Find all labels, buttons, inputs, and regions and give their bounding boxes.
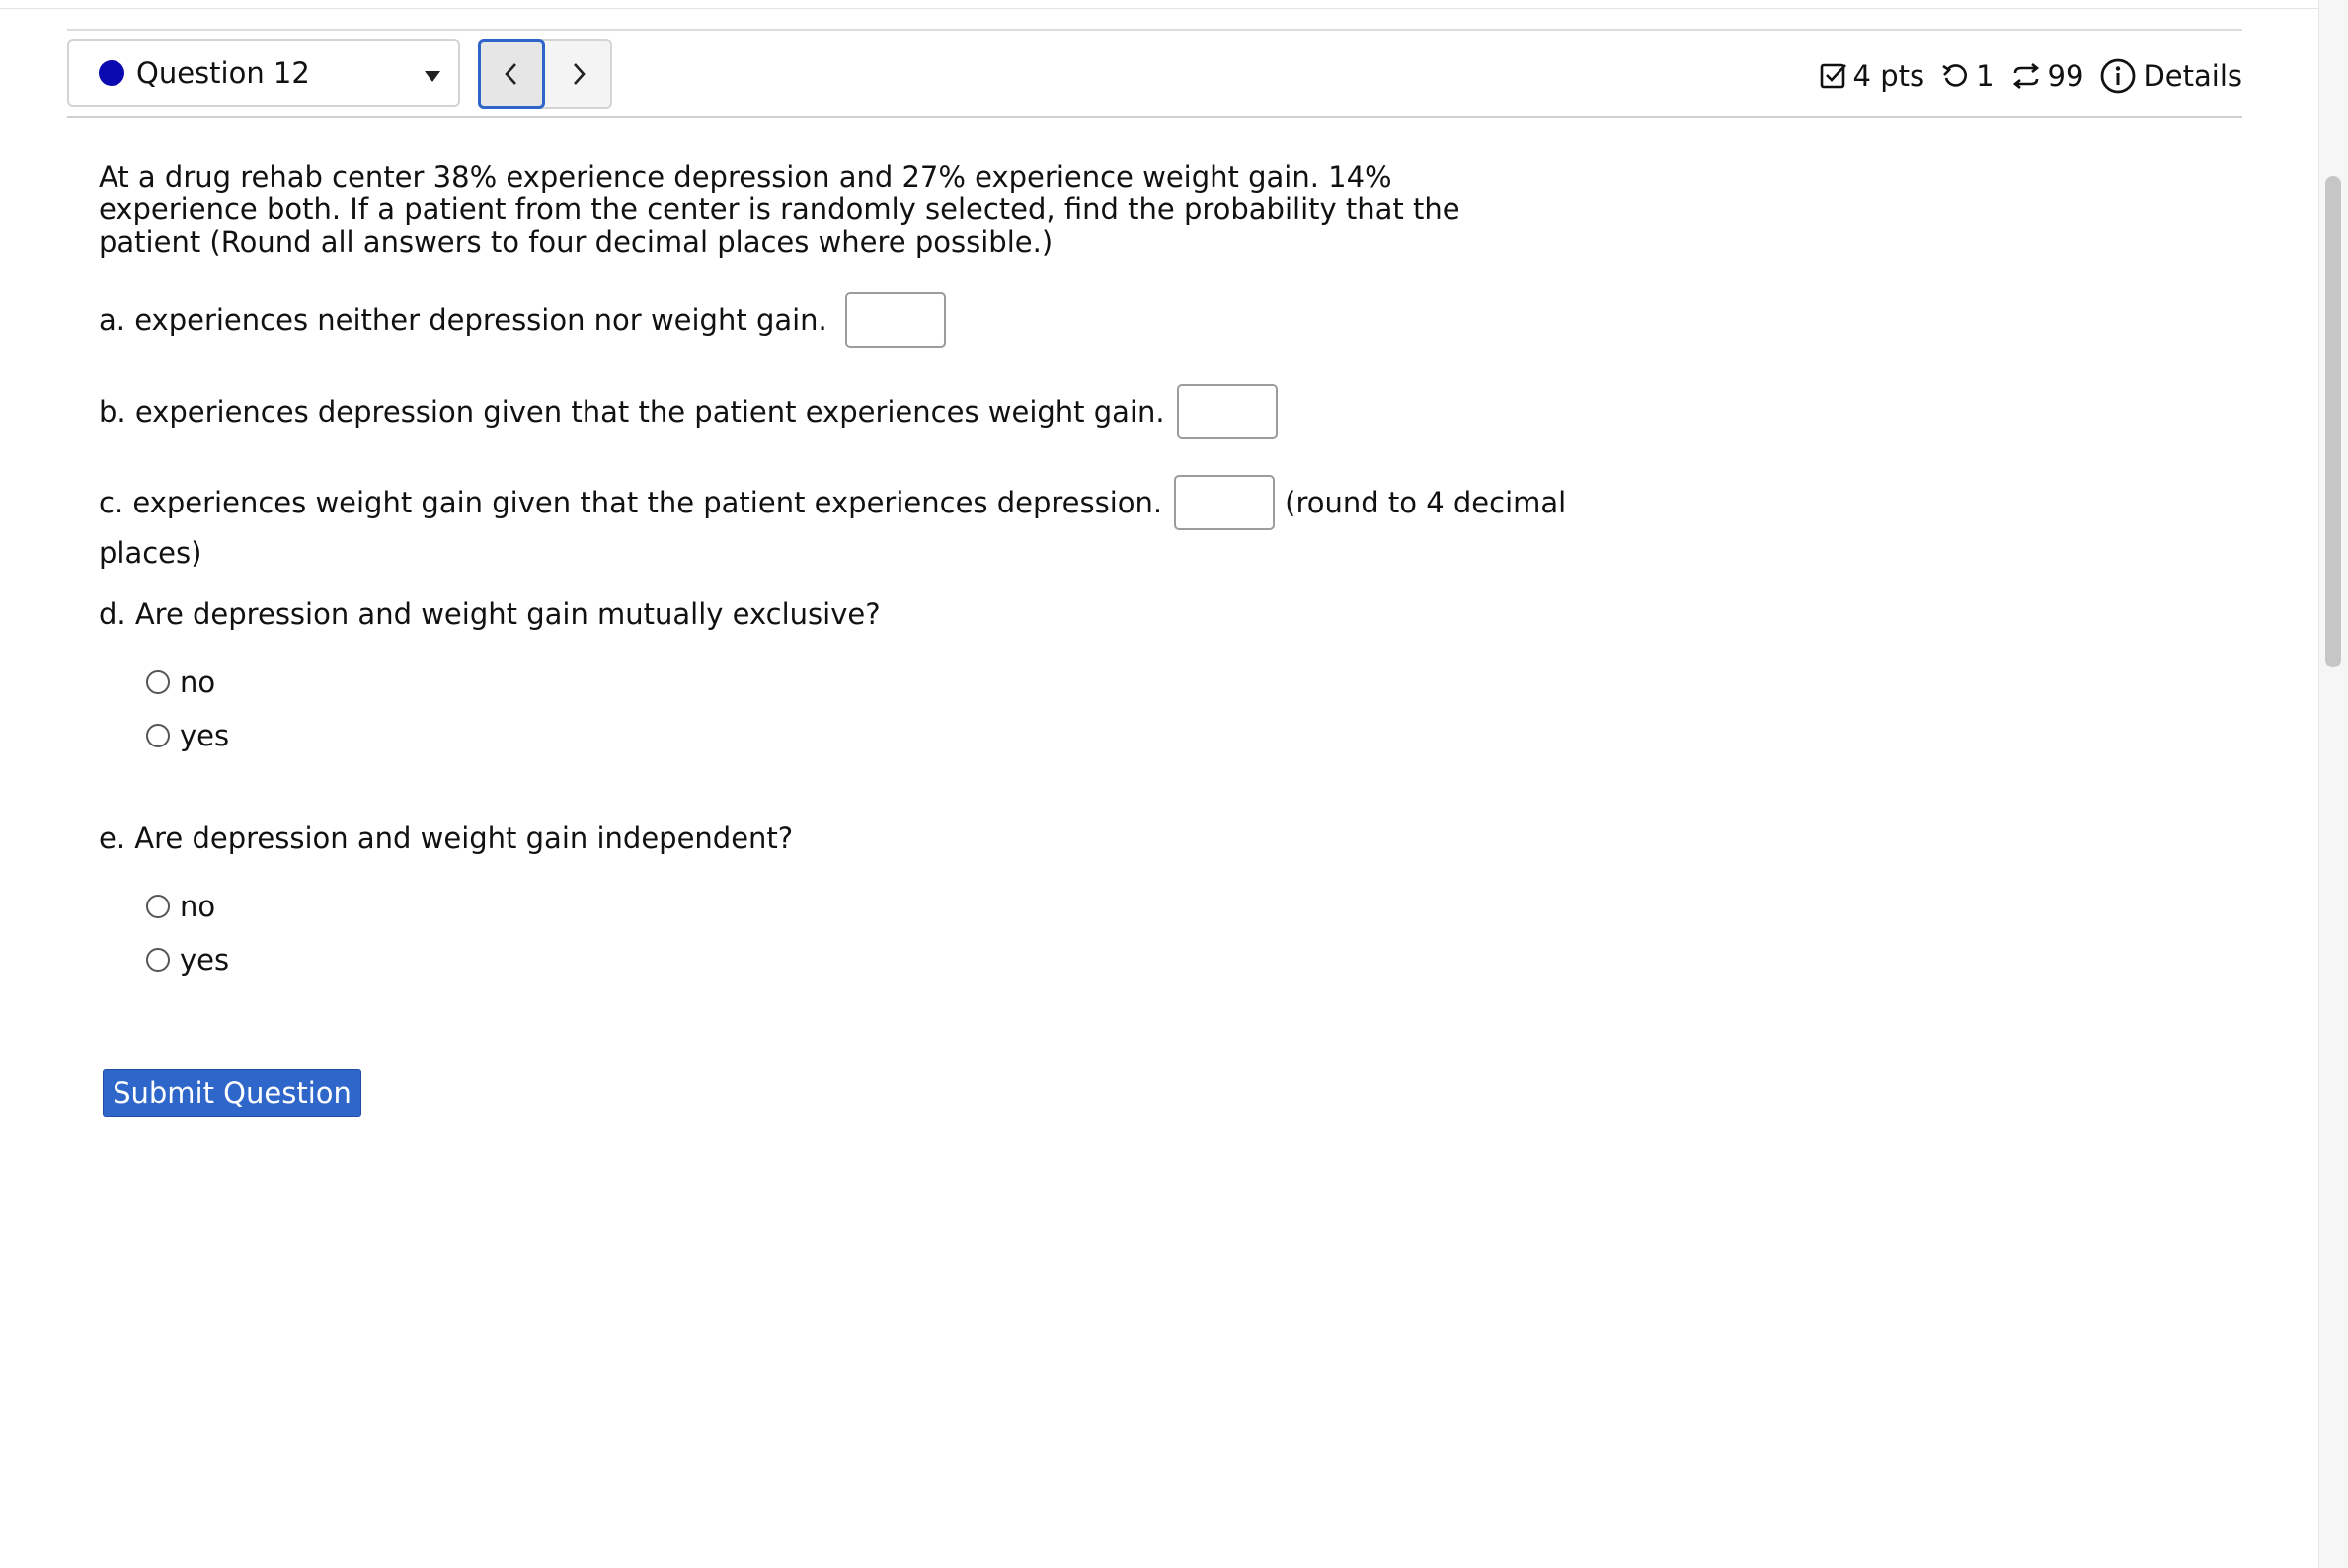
points-value: 4 pts <box>1852 59 1925 93</box>
part-d <box>99 597 881 631</box>
checkbox-icon <box>1820 62 1847 90</box>
part-d-option-no[interactable] <box>146 666 215 699</box>
question-select-label: Question 12 <box>136 56 310 90</box>
previous-question-button[interactable] <box>478 39 545 109</box>
next-question-button[interactable] <box>545 39 612 109</box>
part-b <box>99 384 1278 439</box>
details-link[interactable]: Details <box>2143 59 2242 93</box>
radio-button[interactable] <box>146 948 170 972</box>
answer-a-input[interactable] <box>845 292 946 348</box>
question-select[interactable] <box>67 39 460 107</box>
attempts-value: 1 <box>1976 59 1995 93</box>
part-c-suffix: (round to 4 decimal <box>1285 486 1567 519</box>
chevron-right-icon <box>570 61 587 87</box>
radio-label: yes <box>180 943 230 977</box>
part-a-text: a. experiences neither depression nor weight gain. <box>99 303 827 337</box>
part-e-option-no[interactable] <box>146 890 215 923</box>
status-dot <box>99 60 124 86</box>
submissions-icon <box>2010 61 2042 91</box>
question-prompt: At a drug rehab center 38% experience depression and 27% experience weight gain. 14% experience both. If a patient from the center is randomly selected, find the probability that the patient (Round all answers to four decimal places where possible.) <box>99 160 1460 259</box>
retry-icon <box>1940 61 1970 91</box>
part-a <box>99 292 946 348</box>
answer-b-input[interactable] <box>1177 384 1278 439</box>
part-c-wrap-text: places) <box>99 536 202 570</box>
submissions-value: 99 <box>2047 59 2084 93</box>
part-c <box>99 475 1566 530</box>
part-c-text: c. experiences weight gain given that the patient experiences depression. <box>99 486 1163 519</box>
chevron-left-icon <box>503 61 520 87</box>
radio-button[interactable] <box>146 724 170 747</box>
radio-label: yes <box>180 719 230 752</box>
part-d-option-yes[interactable] <box>146 719 229 752</box>
part-b-text: b. experiences depression given that the patient experiences weight gain. <box>99 395 1165 429</box>
question-body <box>99 161 1501 259</box>
submit-question-button[interactable]: Submit Question <box>103 1069 361 1117</box>
part-e-text: e. Are depression and weight gain independent? <box>99 822 794 855</box>
radio-button[interactable] <box>146 670 170 694</box>
part-e-option-yes[interactable] <box>146 943 229 977</box>
dropdown-caret-icon <box>425 71 440 82</box>
radio-button[interactable] <box>146 895 170 918</box>
part-c-wrap <box>99 536 201 570</box>
radio-label: no <box>180 890 216 923</box>
part-d-text: d. Are depression and weight gain mutually exclusive? <box>99 597 881 631</box>
header-top-divider <box>67 29 2242 31</box>
radio-label: no <box>180 666 216 699</box>
part-e <box>99 822 793 855</box>
answer-c-input[interactable] <box>1174 475 1275 530</box>
scrollbar-thumb[interactable] <box>2325 176 2341 667</box>
header-bottom-divider <box>67 116 2242 118</box>
top-divider <box>0 8 2318 9</box>
question-meta <box>1820 51 2242 101</box>
info-icon[interactable] <box>2099 57 2137 95</box>
